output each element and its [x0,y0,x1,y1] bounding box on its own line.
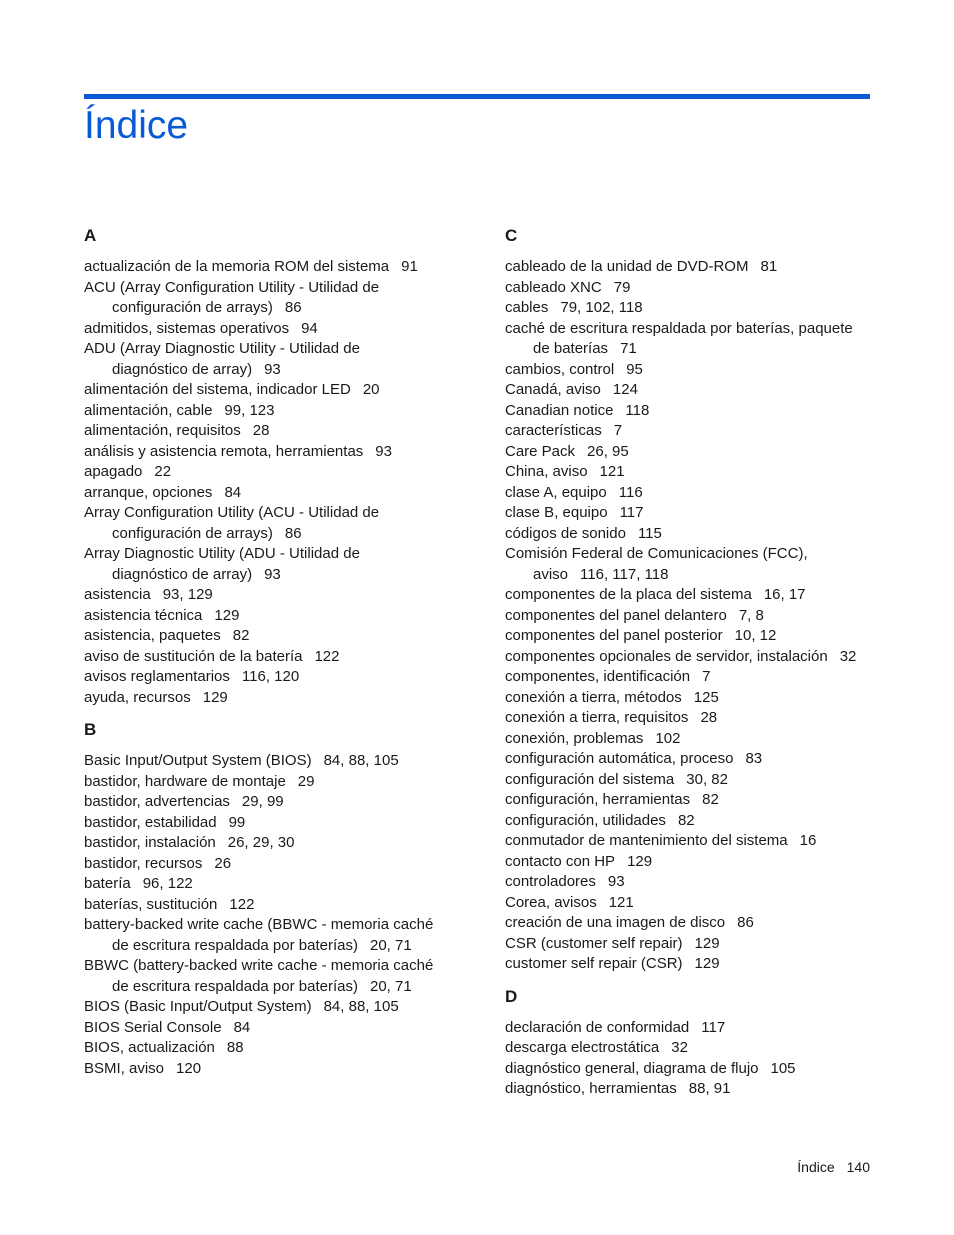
entry-term: configuración, utilidades [505,811,666,829]
entry-page-refs: 71 [620,340,637,357]
index-entry [505,872,880,893]
entry-continuation-line [84,977,479,998]
entry-continuation-line [84,565,479,586]
index-entry [84,544,479,585]
entry-term: cables [505,299,549,316]
index-entry [505,503,880,524]
index-entry [84,1018,479,1039]
index-entry [84,647,479,668]
entry-term: aviso de sustitución de la batería [84,647,303,665]
page-title: Índice [84,104,189,147]
entry-term: configuración del sistema [505,770,675,788]
entry-page-refs: 120 [176,1059,202,1077]
entry-term: Corea, avisos [505,893,597,911]
entry-page-refs: 84 [224,483,242,501]
entry-term: BIOS Serial Console [84,1018,222,1036]
entry-page-refs: 117 [619,504,644,521]
index-entry [84,751,479,772]
entry-continuation-line [505,565,880,586]
index-entry [505,1059,880,1080]
entry-term: baterías, sustitución [84,895,218,913]
entry-term: avisos reglamentarios [84,668,230,685]
entry-term: análisis y asistencia remota, herramientas [84,442,364,460]
entry-page-refs: 115 [637,524,662,542]
index-entry [505,1018,880,1039]
entry-term: bastidor, recursos [84,854,203,872]
entry-page-refs: 82 [702,791,719,808]
title-rule [84,94,870,99]
index-entry [505,954,880,975]
index-entry [84,667,479,688]
section-letter: D [505,986,518,1006]
index-entry [505,401,880,422]
entry-page-refs: 129 [202,688,228,706]
index-entry [505,380,880,401]
entry-page-refs: 93 [264,360,281,378]
entry-term-continuation: diagnóstico de array) [112,360,253,378]
index-entry [84,1038,479,1059]
index-entry [505,811,880,832]
entry-term: bastidor, estabilidad [84,813,217,831]
entry-term: batería [84,875,131,892]
entry-term: códigos de sonido [505,524,626,542]
entry-page-refs: 96, 122 [142,875,193,892]
entry-term: declaración de conformidad [505,1018,690,1036]
index-entry [505,257,880,278]
entry-term: bastidor, hardware de montaje [84,772,286,790]
index-entry [505,585,880,606]
index-entry [505,626,880,647]
index-entry [505,544,880,585]
entry-term: conexión, problemas [505,729,644,747]
index-entry [84,854,479,875]
index-entry [84,895,479,916]
entry-page-refs: 88 [226,1039,244,1056]
entry-term: BIOS (Basic Input/Output System) [84,998,312,1015]
section-letter: B [84,720,97,739]
entry-continuation-line [505,339,880,360]
entry-term: Care Pack [505,442,576,460]
entry-term: BIOS, actualización [84,1039,215,1056]
footer-label: Índice [797,1159,835,1175]
entry-page-refs: 30, 82 [686,770,728,788]
index-entry [84,319,479,340]
entry-page-refs: 20, 71 [369,936,412,954]
entry-term: customer self repair (CSR) [505,955,683,972]
index-entry [84,585,479,606]
entry-page-refs: 121 [608,893,634,911]
entry-term: cambios, control [505,360,615,378]
index-entry [84,874,479,895]
entry-term-continuation: aviso [533,565,569,583]
index-entry [84,792,479,813]
entry-term: arranque, opciones [84,483,213,501]
entry-page-refs: 84 [233,1018,251,1036]
entry-page-refs: 10, 12 [734,627,777,644]
entry-page-refs: 16 [799,832,817,849]
entry-term-continuation: configuración de arrays) [112,299,273,316]
index-entry [505,1079,880,1100]
entry-term: componentes opcionales de servidor, instalación [505,647,828,665]
entry-term: clase B, equipo [505,504,608,521]
entry-page-refs: 84, 88, 105 [323,752,399,769]
entry-page-refs: 79 [613,278,631,296]
entry-term: battery-backed write cache (BBWC - memoria caché [84,916,434,933]
entry-term: admitidos, sistemas operativos [84,319,290,337]
section-letter: C [505,226,518,245]
entry-page-refs: 94 [301,319,318,337]
entry-page-refs: 86 [737,914,754,931]
entry-page-refs: 122 [229,895,255,913]
index-entry [505,688,880,709]
index-entry [505,708,880,729]
entry-term: diagnóstico, herramientas [505,1080,677,1097]
entry-term: componentes del panel delantero [505,606,727,624]
entry-page-refs: 28 [700,709,718,726]
entry-page-refs: 129 [694,934,720,952]
entry-term: características [505,422,602,439]
index-entry [505,421,880,442]
entry-term: componentes, identificación [505,668,691,685]
entry-page-refs: 28 [252,422,270,439]
entry-page-refs: 26, 95 [587,442,629,460]
entry-page-refs: 7, 8 [738,606,764,624]
entry-page-refs: 20, 71 [369,977,412,995]
entry-page-refs: 82 [677,811,695,829]
entry-page-refs: 84, 88, 105 [323,998,399,1015]
entry-term: Array Configuration Utility (ACU - Utilidad de [84,504,380,521]
entry-term: ayuda, recursos [84,688,191,706]
entry-page-refs: 102 [655,729,681,747]
entry-page-refs: 105 [770,1059,796,1077]
index-section [505,224,880,975]
entry-page-refs: 91 [401,258,418,275]
entry-term-continuation: de escritura respaldada por baterías) [112,936,358,954]
entry-continuation-line [84,524,479,545]
index-entry [84,688,479,709]
index-entry [84,257,479,278]
index-entry [84,462,479,483]
entry-term: actualización de la memoria ROM del sistema [84,258,390,275]
entry-term: Canadá, aviso [505,381,601,398]
entry-page-refs: 93 [607,873,625,890]
index-entry [84,772,479,793]
entry-term: controladores [505,873,596,890]
entry-term-continuation: de baterías [533,340,609,357]
entry-continuation-line [84,360,479,381]
entry-continuation-line [84,298,479,319]
entry-term: Basic Input/Output System (BIOS) [84,752,312,769]
entry-page-refs: 16, 17 [763,586,806,603]
entry-page-refs: 99 [228,813,246,831]
entry-page-refs: 93, 129 [162,586,213,603]
entry-page-refs: 29, 99 [241,793,284,810]
entry-term: alimentación del sistema, indicador LED [84,381,351,398]
entry-page-refs: 86 [284,524,302,542]
entry-term: contacto con HP [505,852,616,870]
index-entry [505,483,880,504]
entry-page-refs: 7 [702,668,711,685]
index-entry [505,852,880,873]
entry-term: cableado de la unidad de DVD-ROM [505,258,749,275]
entry-term: asistencia técnica [84,606,203,624]
entry-page-refs: 122 [314,647,340,665]
entry-term: configuración, herramientas [505,791,691,808]
entry-term: conexión a tierra, requisitos [505,709,689,726]
index-entry [505,893,880,914]
entry-page-refs: 83 [745,750,763,767]
entry-page-refs: 117 [701,1018,726,1036]
index-entry [505,831,880,852]
entry-page-refs: 79, 102, 118 [560,299,643,316]
entry-page-refs: 93 [375,442,392,460]
entry-term: bastidor, advertencias [84,793,230,810]
entry-term: ACU (Array Configuration Utility - Utilidad de [84,278,380,296]
entry-term-continuation: diagnóstico de array) [112,565,253,583]
entry-term: China, aviso [505,463,588,480]
index-entry [505,1038,880,1059]
index-entry [505,319,880,360]
entry-term: Comisión Federal de Comunicaciones (FCC), [505,545,808,562]
index-entry [505,524,880,545]
entry-term: componentes de la placa del sistema [505,586,752,603]
index-entry [84,956,479,997]
entry-page-refs: 121 [599,463,625,480]
index-entry [505,298,880,319]
entry-page-refs: 95 [626,360,643,378]
entry-page-refs: 81 [760,258,778,275]
index-section [505,985,880,1100]
index-entry [84,833,479,854]
index-section [84,718,479,1079]
entry-page-refs: 32 [839,647,857,665]
entry-term: caché de escritura respaldada por baterías, paquete [505,319,853,337]
index-entry [84,997,479,1018]
entry-term: configuración automática, proceso [505,750,734,767]
index-entry [505,729,880,750]
index-entry [84,813,479,834]
section-letter: A [84,226,97,245]
entry-term: asistencia [84,586,151,603]
index-entry [505,462,880,483]
index-entry [84,380,479,401]
index-entry [505,749,880,770]
entry-term: Array Diagnostic Utility (ADU - Utilidad de [84,545,360,562]
entry-term: alimentación, requisitos [84,422,241,439]
entry-page-refs: 29 [297,772,315,790]
entry-term-continuation: configuración de arrays) [112,524,273,542]
index-entry [505,606,880,627]
entry-page-refs: 129 [694,955,720,972]
index-entry [84,278,479,319]
entry-term: clase A, equipo [505,483,607,501]
index-entry [84,401,479,422]
page-footer [797,1157,870,1177]
entry-page-refs: 26, 29, 30 [227,834,295,851]
entry-page-refs: 99, 123 [224,401,275,419]
entry-term: apagado [84,463,143,480]
index-entry [505,913,880,934]
index-entry [505,790,880,811]
index-entry [84,503,479,544]
entry-term: asistencia, paquetes [84,627,221,644]
index-entry [84,442,479,463]
entry-term-continuation: de escritura respaldada por baterías) [112,977,358,995]
entry-page-refs: 129 [627,852,653,870]
entry-page-refs: 82 [232,627,250,644]
index-entry [84,606,479,627]
index-entry [505,442,880,463]
entry-term: conexión a tierra, métodos [505,688,682,706]
entry-term: creación de una imagen de disco [505,914,726,931]
index-entry [505,647,880,668]
entry-page-refs: 118 [625,401,650,419]
entry-page-refs: 86 [284,299,302,316]
entry-page-refs: 116, 117, 118 [580,565,669,583]
entry-page-refs: 116, 120 [241,668,300,685]
entry-term: conmutador de mantenimiento del sistema [505,832,788,849]
entry-page-refs: 32 [671,1039,688,1056]
index-entry [505,278,880,299]
entry-page-refs: 20 [362,381,380,398]
entry-continuation-line [84,936,479,957]
index-entry [505,934,880,955]
entry-page-refs: 88, 91 [688,1080,731,1097]
entry-term: BBWC (battery-backed write cache - memoria caché [84,957,434,974]
entry-term: alimentación, cable [84,401,213,419]
index-entry [84,1059,479,1080]
index-column-left [84,224,479,1079]
index-entry [84,421,479,442]
entry-term: CSR (customer self repair) [505,934,683,952]
entry-page-refs: 116 [618,483,643,501]
entry-page-refs: 22 [154,463,172,480]
index-section [84,224,479,708]
entry-page-refs: 93 [264,565,281,583]
entry-term: BSMI, aviso [84,1059,165,1077]
entry-term: diagnóstico general, diagrama de flujo [505,1059,759,1077]
index-entry [505,667,880,688]
entry-page-refs: 7 [613,422,623,439]
index-column-right [505,224,880,1100]
entry-term: bastidor, instalación [84,834,216,851]
entry-page-refs: 26 [214,854,232,872]
entry-page-refs: 125 [693,688,719,706]
index-entry [84,915,479,956]
index-entry [84,339,479,380]
entry-term: componentes del panel posterior [505,627,723,644]
index-entry [505,360,880,381]
entry-term: cableado XNC [505,278,602,296]
entry-page-refs: 124 [612,381,638,398]
entry-term: ADU (Array Diagnostic Utility - Utilidad de [84,340,360,357]
entry-term: descarga electrostática [505,1039,660,1056]
index-entry [84,626,479,647]
entry-page-refs: 129 [214,606,240,624]
index-entry [505,770,880,791]
index-entry [84,483,479,504]
entry-term: Canadian notice [505,401,614,419]
page-number: 140 [846,1159,870,1175]
